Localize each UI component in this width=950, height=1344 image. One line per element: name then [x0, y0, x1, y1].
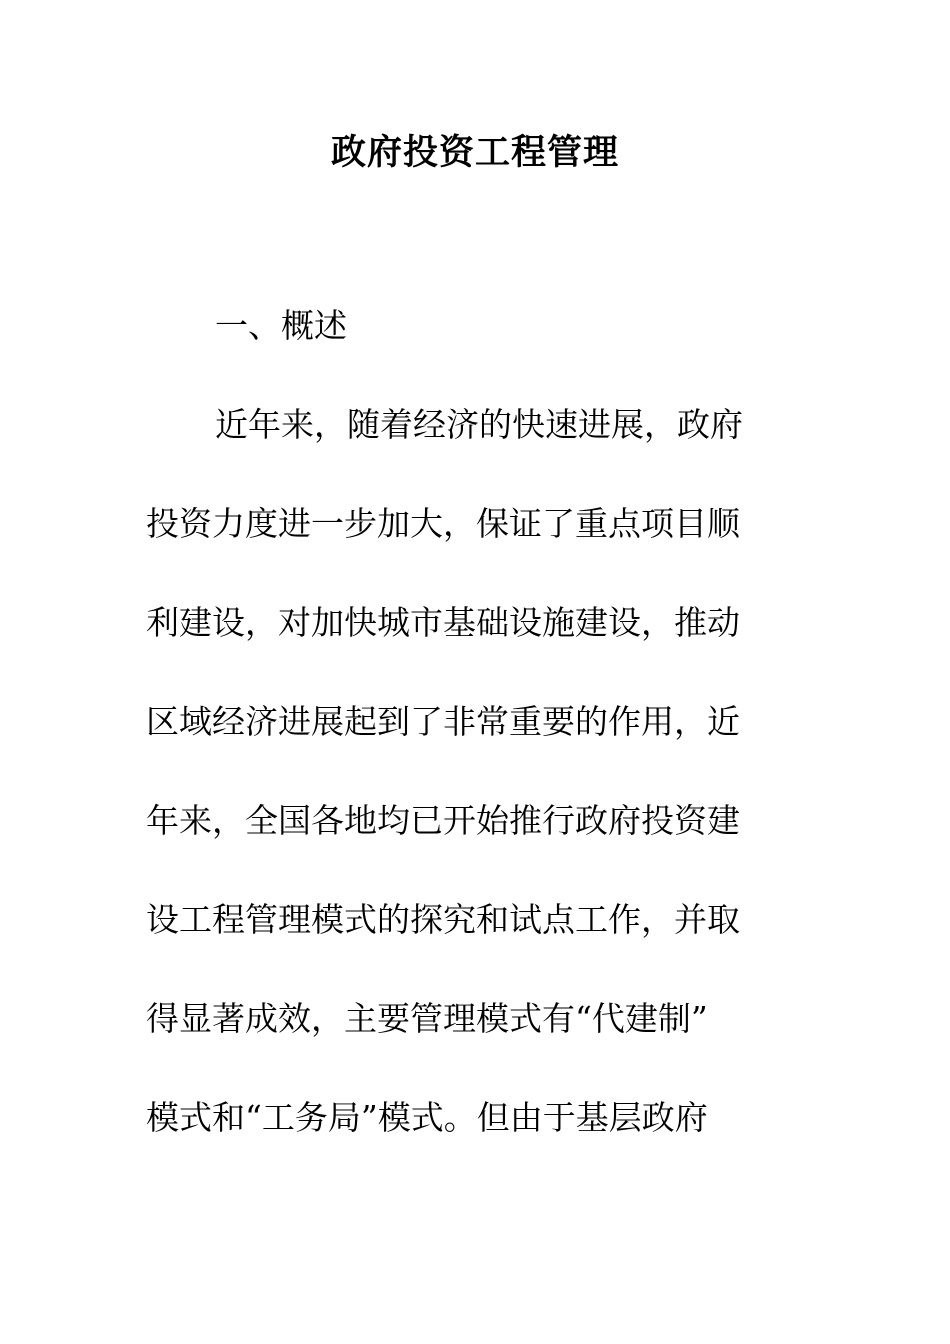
paragraph-line: 设工程管理模式的探究和试点工作，并取	[146, 900, 740, 939]
paragraph-line: 投资力度进一步加大，保证了重点项目顺	[146, 504, 740, 543]
paragraph-line: 利建设，对加快城市基础设施建设，推动	[146, 603, 740, 642]
paragraph-line: 近年来，随着经济的快速进展，政府	[215, 405, 743, 444]
paragraph-line: 得显著成效，主要管理模式有“代建制”	[146, 999, 708, 1038]
paragraph-line: 模式和“工务局”模式。但由于基层政府	[146, 1098, 708, 1137]
section-heading: 一、概述	[215, 306, 347, 345]
body-paragraph	[146, 400, 778, 1192]
paragraph-line: 区域经济进展起到了非常重要的作用，近	[146, 702, 740, 741]
document-title: 政府投资工程管理	[330, 132, 619, 173]
paragraph-line: 年来，全国各地均已开始推行政府投资建	[146, 801, 740, 840]
